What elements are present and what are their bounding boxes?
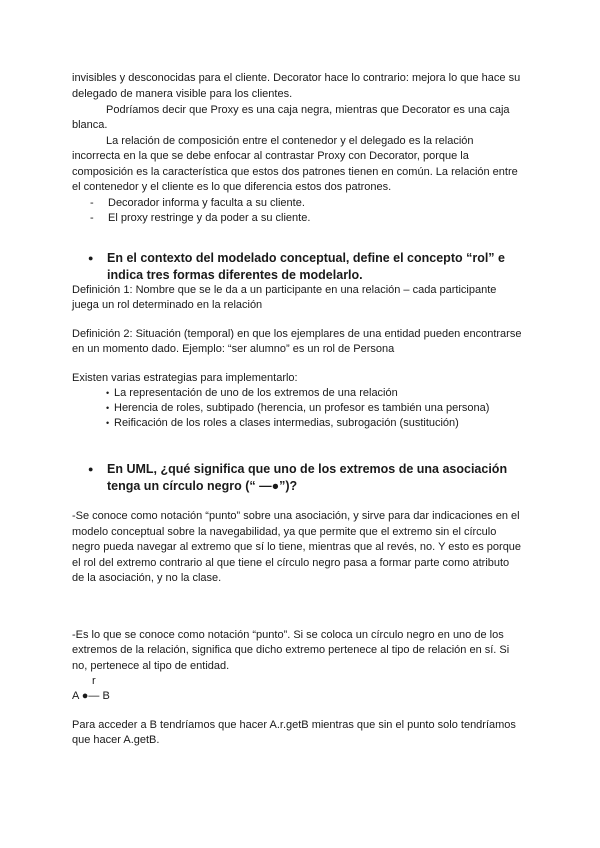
question-1-line-2: indica tres formas diferentes de modelarlo. <box>107 268 363 282</box>
dash-item: Decorador informa y faculta a su cliente. <box>108 197 305 209</box>
answer-1-line-5: de la asociación, y no la clase. <box>72 572 222 584</box>
closing-line-1: Para acceder a B tendríamos que hacer A.r.getB mientras que sin el punto solo tendríamos <box>72 719 516 731</box>
question-2-line-2: tenga un círculo negro (“ —●”)? <box>107 479 298 493</box>
question-bullet: ● <box>88 253 94 263</box>
definition-2-line-2: en un momento dado. Ejemplo: “ser alumno” es un rol de Persona <box>72 343 395 355</box>
list-bullet: • <box>106 403 110 413</box>
strategies-intro: Existen varias estrategias para implementarlo: <box>72 372 298 384</box>
list-bullet: • <box>106 418 110 428</box>
answer-1-line-1: -Se conoce como notación “punto” sobre una asociación, y sirve para dar indicaciones en el <box>72 510 520 522</box>
answer-2-line-3: no, pertenece al tipo de entidad. <box>72 660 230 672</box>
blackbox-line-1: Podríamos decir que Proxy es una caja negra, mientras que Decorator es una caja <box>106 104 510 116</box>
role-label: r <box>92 675 96 687</box>
strategy-item: Reificación de los roles a clases intermedias, subrogación (sustitución) <box>114 417 459 429</box>
closing-line-2: que hacer A.getB. <box>72 734 160 746</box>
answer-1-line-4: el rol del extremo contrario al que tiene el círculo negro pasa a formar parte como atributo <box>72 557 510 569</box>
intro-line-1: invisibles y desconocidas para el cliente. Decorator hace lo contrario: mejora lo que hace su <box>72 72 521 84</box>
answer-1-line-2: modelo conceptual sobre la navegabilidad, ya que permite que el extremo sin el círculo <box>72 526 497 538</box>
definition-1-line-2: juega un rol determinado en la relación <box>72 299 263 311</box>
answer-2-line-2: extremos de la relación, significa que dicho extremo pertenece al tipo de relación en sí. Si <box>72 644 510 656</box>
strategy-item: Herencia de roles, subtipado (herencia, un profesor es también una persona) <box>114 402 490 414</box>
blackbox-line-2: blanca. <box>72 119 108 131</box>
strategy-item: La representación de uno de los extremos de una relación <box>114 387 398 399</box>
question-2-line-1: En UML, ¿qué significa que uno de los extremos de una asociación <box>107 462 508 476</box>
dash-bullet: - <box>90 197 94 209</box>
definition-2-line-1: Definición 2: Situación (temporal) en que los ejemplares de una entidad pueden encontrarse <box>72 328 522 340</box>
dash-item: El proxy restringe y da poder a su cliente. <box>108 212 311 224</box>
list-bullet: • <box>106 388 110 398</box>
answer-1-line-3: negro pueda navegar al extremo que sí lo tiene, mientras que al revés, no. Y esto es porque <box>72 541 522 553</box>
composition-line-1: La relación de composición entre el contenedor y el delegado es la relación <box>106 135 474 147</box>
composition-line-2: incorrecta en la que se debe enfocar al contrastar Proxy con Decorator, porque la <box>72 150 469 162</box>
question-1-line-1: En el contexto del modelado conceptual, define el concepto “rol” e <box>107 251 505 265</box>
composition-line-4: el contenedor y el cliente es lo que diferencia estos dos patrones. <box>72 181 392 193</box>
association-notation: A ●— B <box>72 690 110 702</box>
intro-line-2: delegado de manera visible para los clientes. <box>72 88 293 100</box>
composition-line-3: composición es la característica que estos dos patrones tienen en común. La relación entre <box>72 166 518 178</box>
question-bullet: ● <box>88 464 94 474</box>
answer-2-line-1: -Es lo que se conoce como notación “punto”. Si se coloca un círculo negro en uno de los <box>72 629 504 641</box>
definition-1-line-1: Definición 1: Nombre que se le da a un participante en una relación – cada participante <box>72 284 497 296</box>
dash-bullet: - <box>90 212 94 224</box>
